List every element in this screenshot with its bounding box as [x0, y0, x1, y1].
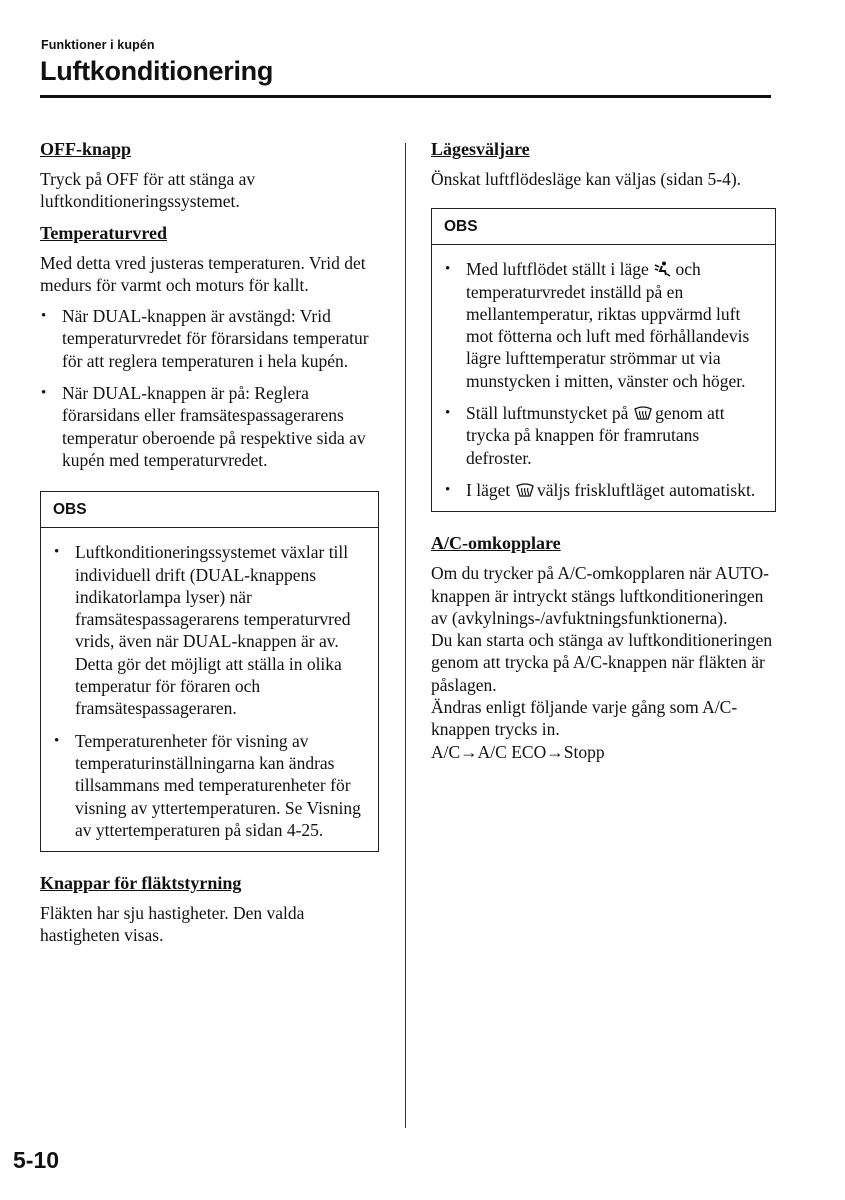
fan-control-heading: Knappar för fläktstyrning	[40, 873, 242, 894]
temperature-dial-text: Med detta vred justeras temperaturen. Vrid det medurs för varmt och moturs för kallt.	[40, 252, 366, 295]
note-bullets	[432, 245, 775, 501]
ac-text-line: Ändras enligt följande varje gång som A/C-knappen trycks in.	[431, 697, 738, 740]
list-item-text-end: och temperaturvredet inställd på en mellantemperatur, riktas uppvärmd luft mot fötterna och luft med förhållandevis lägre lufttemperatur strömmar ut via munstycken i mitten, vänster och höger.	[466, 259, 750, 391]
fan-control-text: Fläkten har sju hastigheter. Den valda hastigheten visas.	[40, 903, 305, 946]
note-title: OBS	[432, 209, 775, 245]
list-item: • Luftkonditioneringssystemet växlar till individuell drift (DUAL-knappens indikatorlampa lyser) när framsätespassagerarens temperaturvred vrids, även när DUAL-knappen är av. Detta gör det möjligt att ställa in olika temperatur för föraren och framsätespassageraren.	[54, 542, 351, 719]
floor-vent-mode-icon	[653, 260, 671, 276]
note-title: OBS	[41, 492, 378, 528]
mode-selector-text: Önskat luftflödesläge kan väljas (sidan 5-4).	[431, 169, 742, 189]
ac-mode-sequence: A/C→A/C ECO→Stopp	[431, 741, 605, 762]
temperature-bullets	[40, 305, 379, 471]
list-item: • Med luftflödet ställt i läge och temperaturvredet inställd på en mellantemperatur, riktas uppvärmd luft mot fötterna och luft med förhållandevis lägre lufttemperatur strömmar ut via munstycken i mitten, vänster och höger.	[445, 259, 750, 391]
list-item-text: När DUAL-knappen är avstängd: Vrid temperaturvredet för förarsidans temperatur för att reglera temperaturen i hela kupén.	[62, 306, 369, 371]
list-item: • Ställ luftmunstycket på genom att trycka på knappen för framrutans defroster.	[445, 403, 725, 468]
list-item-text-start: Ställ luftmunstycket på	[466, 403, 629, 424]
list-item: • I läget väljs friskluftläget automatiskt.	[445, 479, 756, 500]
left-column	[40, 138, 379, 956]
page-number: 5-10	[13, 1147, 60, 1173]
ac-text-line: Du kan starta och stänga av luftkonditioneringen genom att trycka på A/C-knappen när fläkten är påslagen.	[431, 630, 773, 695]
ac-switch-heading: A/C-omkopplare	[431, 533, 561, 554]
off-button-heading: OFF-knapp	[40, 139, 132, 159]
title-rule	[40, 95, 771, 98]
column-divider	[405, 143, 406, 1128]
page-title: Luftkonditionering	[40, 56, 274, 86]
list-item: • När DUAL-knappen är avstängd: Vrid temperaturvredet för förarsidans temperatur för att reglera temperaturen i hela kupén.	[41, 306, 369, 371]
windshield-defroster-icon	[515, 481, 533, 497]
ac-text-line: Om du trycker på A/C-omkopplaren när AUTO-knappen är intryckt stängs luftkonditioneringen av (avkylnings-/avfuktningsfunktionerna).	[431, 563, 769, 628]
list-item-text: Temperaturenheter för visning av temperaturinställningarna kan ändras tillsammans med temperaturenheter för visning av yttertemperaturen. Se Visning av yttertemperaturen på sidan 4-25.	[75, 730, 361, 840]
list-item-text-start: Med luftflödet ställt i läge	[466, 259, 649, 280]
list-item: • Temperaturenheter för visning av temperaturinställningarna kan ändras tillsammans med temperaturenheter för visning av yttertemperaturen. Se Visning av yttertemperaturen på sidan 4-25.	[54, 730, 361, 840]
ac-switch-text	[431, 562, 776, 763]
off-button-text: Tryck på OFF för att stänga av luftkonditioneringssystemet.	[40, 169, 256, 212]
right-column	[431, 138, 776, 763]
list-item-text: Luftkonditioneringssystemet växlar till individuell drift (DUAL-knappens indikatorlampa lyser) när framsätespassagerarens temperaturvred vrids, även när DUAL-knappen är av. Detta gör det möjligt att ställa in olika temperatur för föraren och framsätespassageraren.	[75, 542, 351, 719]
temperature-dial-heading: Temperaturvred	[40, 222, 167, 243]
list-item-text-end: genom att trycka på knappen för framrutans defroster.	[466, 403, 725, 468]
mode-selector-heading: Lägesväljare	[431, 139, 530, 159]
section-label: Funktioner i kupén	[41, 38, 155, 52]
list-item: • När DUAL-knappen är på: Reglera förarsidans eller framsätespassagerarens temperatur oberoende på respektive sida av kupén med temperaturvredet.	[41, 383, 366, 470]
windshield-defroster-icon	[633, 404, 651, 420]
list-item-text-start: I läget	[466, 479, 511, 500]
note-box	[431, 208, 776, 512]
note-bullets	[41, 528, 378, 841]
list-item-text-end: väljs friskluftläget automatiskt.	[536, 479, 756, 500]
list-item-text: När DUAL-knappen är på: Reglera förarsidans eller framsätespassagerarens temperatur oberoende på respektive sida av kupén med temperaturvredet.	[62, 383, 366, 470]
note-box	[40, 491, 379, 852]
